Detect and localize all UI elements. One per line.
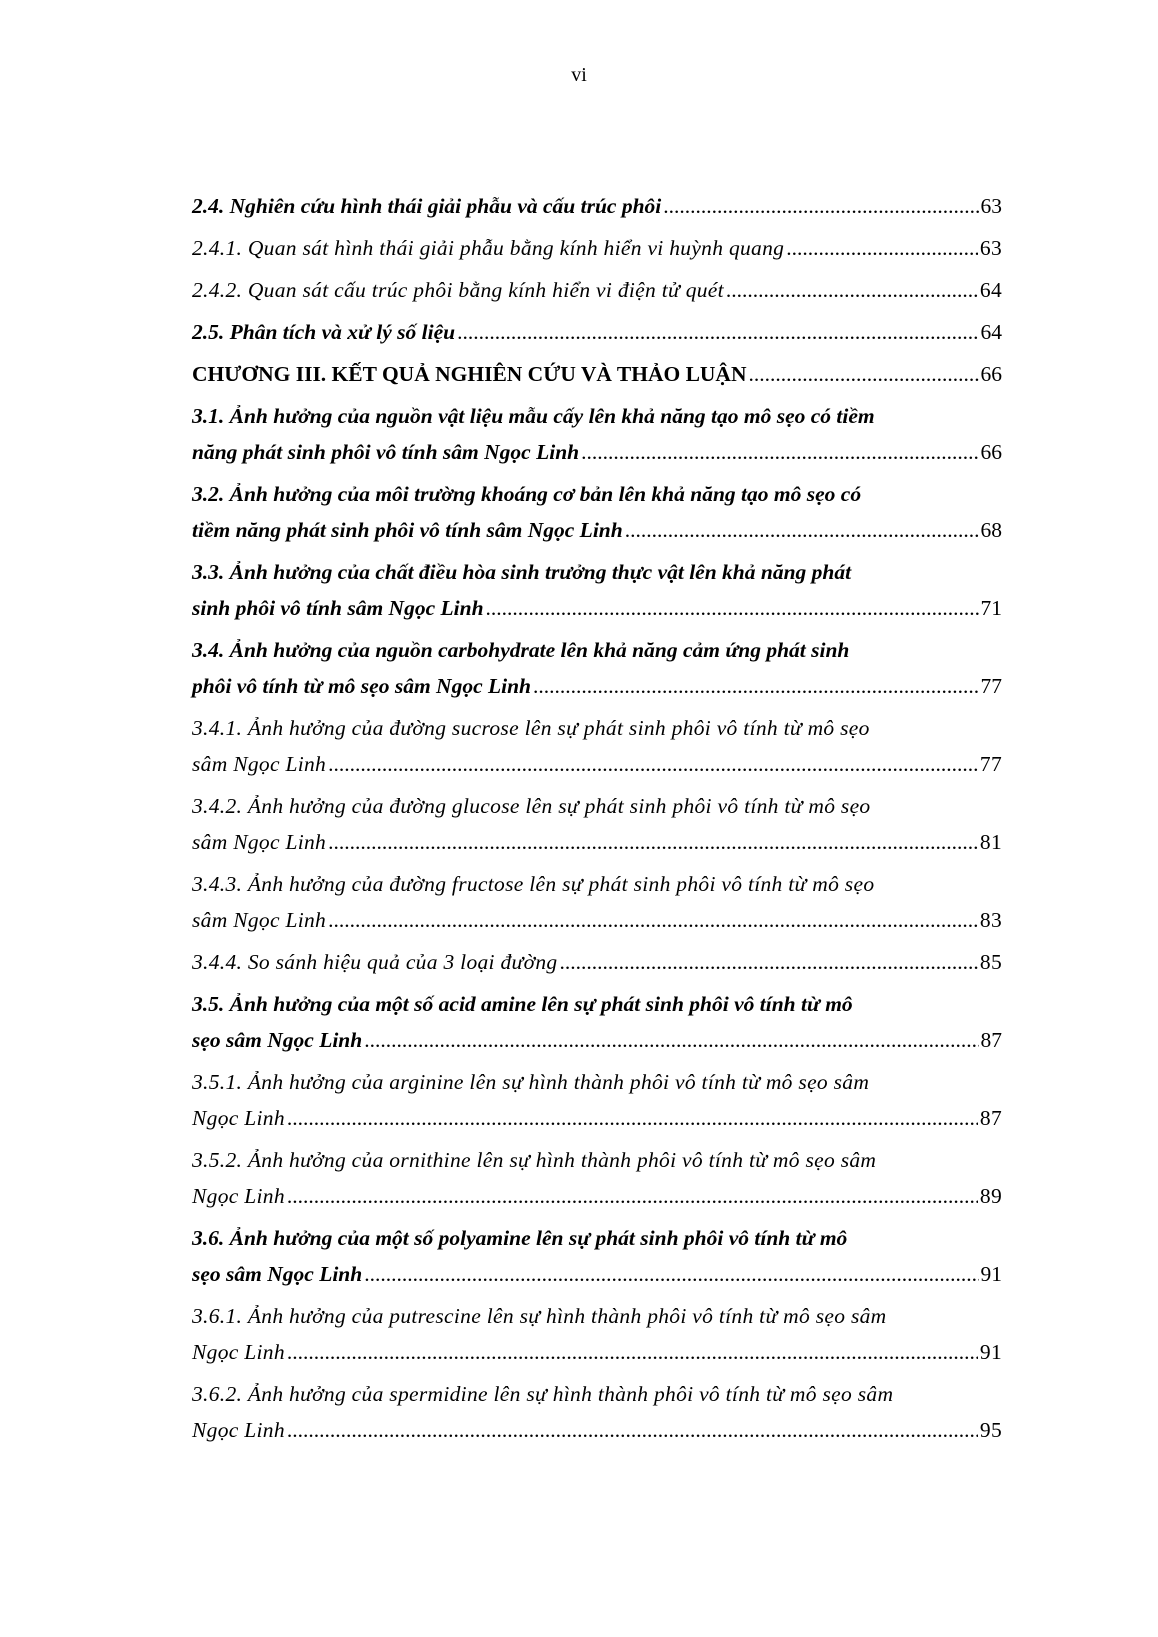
dot-leader (287, 1178, 978, 1214)
toc-entry-2-4[interactable] (192, 188, 1002, 224)
toc-entry-title-line-1: 3.3. Ảnh hưởng của chất điều hòa sinh trưởng thực vật lên khả năng phát (192, 560, 852, 584)
toc-entry-title-line-2: tiềm năng phát sinh phôi vô tính sâm Ngọc Linh (192, 518, 623, 542)
dot-leader (328, 824, 978, 860)
toc-entry-title-line-1: 3.4.2. Ảnh hưởng của đường glucose lên sự phát sinh phôi vô tính từ mô sẹo (192, 794, 871, 818)
toc-entry-title-line-2: Ngọc Linh (192, 1106, 285, 1130)
toc-entry-title-line-1: 3.6.2. Ảnh hưởng của spermidine lên sự hình thành phôi vô tính từ mô sẹo sâm (192, 1382, 894, 1406)
dot-leader (533, 668, 978, 704)
toc-entry-title-line-2: sinh phôi vô tính sâm Ngọc Linh (192, 596, 484, 620)
toc-entry-3-4-4[interactable] (192, 944, 1002, 980)
toc-page-number: 64 (980, 320, 1002, 344)
toc-entry-3-5-2[interactable] (192, 1142, 1002, 1214)
toc-entry-chapter-3[interactable] (192, 356, 1002, 392)
dot-leader (457, 314, 978, 350)
toc-page-number: 81 (979, 830, 1002, 854)
toc-page-number: 87 (979, 1106, 1002, 1130)
dot-leader (625, 512, 979, 548)
toc-entry-3-4-3[interactable] (192, 866, 1002, 938)
dot-leader (749, 356, 979, 392)
dot-leader (364, 1022, 978, 1058)
toc-entry-2-4-1[interactable] (192, 230, 1002, 266)
dot-leader (328, 746, 978, 782)
toc-page-number: 71 (980, 596, 1002, 620)
toc-entry-title-line-1: 3.5.1. Ảnh hưởng của arginine lên sự hình thành phôi vô tính từ mô sẹo sâm (192, 1070, 870, 1094)
dot-leader (786, 230, 978, 266)
toc-entry-title-line-1: 3.6. Ảnh hưởng của một số polyamine lên sự phát sinh phôi vô tính từ mô (192, 1226, 848, 1250)
toc-page-number: 85 (979, 950, 1002, 974)
toc-entry-3-6[interactable] (192, 1220, 1002, 1292)
toc-entry-3-5-1[interactable] (192, 1064, 1002, 1136)
toc-page-number: 68 (980, 518, 1002, 542)
toc-page-number: 91 (979, 1340, 1002, 1364)
toc-entry-title-line-1: 3.1. Ảnh hưởng của nguồn vật liệu mẫu cấy lên khả năng tạo mô sẹo có tiềm (192, 404, 875, 428)
toc-entry-title-line-1: 3.2. Ảnh hưởng của môi trường khoáng cơ bản lên khả năng tạo mô sẹo có (192, 482, 862, 506)
toc-entry-2-4-2[interactable] (192, 272, 1002, 308)
toc-entry-title-line-1: 3.6.1. Ảnh hưởng của putrescine lên sự hình thành phôi vô tính từ mô sẹo sâm (192, 1304, 887, 1328)
dot-leader (559, 944, 977, 980)
dot-leader (726, 272, 978, 308)
toc-entry-2-5[interactable] (192, 314, 1002, 350)
toc-entry-title-line-1: 3.4.3. Ảnh hưởng của đường fructose lên sự phát sinh phôi vô tính từ mô sẹo (192, 872, 875, 896)
toc-page-number: 83 (979, 908, 1002, 932)
toc-entry-title-line-1: 3.5.2. Ảnh hưởng của ornithine lên sự hình thành phôi vô tính từ mô sẹo sâm (192, 1148, 877, 1172)
toc-entry-3-3[interactable] (192, 554, 1002, 626)
toc-entry-title-line-2: sẹo sâm Ngọc Linh (192, 1028, 363, 1052)
toc-page-number: 77 (979, 752, 1002, 776)
toc-entry-title-line-2: Ngọc Linh (192, 1418, 285, 1442)
toc-page-number: 63 (980, 194, 1002, 218)
toc-entry-title-line-2: Ngọc Linh (192, 1340, 285, 1364)
toc-entry-title-line-2: phôi vô tính từ mô sẹo sâm Ngọc Linh (192, 674, 532, 698)
toc-entry-3-4[interactable] (192, 632, 1002, 704)
toc-entry-title: 2.5. Phân tích và xử lý số liệu (192, 320, 456, 344)
toc-page-number: 66 (980, 362, 1002, 386)
page-number: vi (571, 64, 587, 86)
toc-entry-title: 3.4.4. So sánh hiệu quả của 3 loại đường (192, 950, 558, 974)
toc-entry-3-4-2[interactable] (192, 788, 1002, 860)
toc-entry-title-line-2: sâm Ngọc Linh (192, 752, 327, 776)
toc-page-number: 77 (980, 674, 1002, 698)
dot-leader (663, 188, 978, 224)
toc-page-number: 95 (979, 1418, 1002, 1442)
toc-entry-title-line-2: năng phát sinh phôi vô tính sâm Ngọc Linh (192, 440, 580, 464)
toc-entry-title: 2.4. Nghiên cứu hình thái giải phẫu và cấu trúc phôi (192, 194, 662, 218)
toc-page-number: 91 (980, 1262, 1002, 1286)
toc-entry-title-line-2: sẹo sâm Ngọc Linh (192, 1262, 363, 1286)
dot-leader (328, 902, 978, 938)
toc-entry-title: CHƯƠNG III. KẾT QUẢ NGHIÊN CỨU VÀ THẢO LUẬN (192, 362, 747, 386)
dot-leader (486, 590, 979, 626)
toc-entry-title: 2.4.1. Quan sát hình thái giải phẫu bằng kính hiển vi huỳnh quang (192, 236, 785, 260)
toc-entry-3-2[interactable] (192, 476, 1002, 548)
toc-page-number: 87 (980, 1028, 1002, 1052)
dot-leader (287, 1412, 978, 1448)
toc-entry-title-line-1: 3.4.1. Ảnh hưởng của đường sucrose lên sự phát sinh phôi vô tính từ mô sẹo (192, 716, 870, 740)
table-of-contents (192, 188, 1002, 1454)
toc-page-number: 63 (979, 236, 1002, 260)
toc-entry-title-line-2: sâm Ngọc Linh (192, 830, 327, 854)
dot-leader (364, 1256, 978, 1292)
toc-entry-title: 2.4.2. Quan sát cấu trúc phôi bằng kính hiển vi điện tử quét (192, 278, 724, 302)
toc-page-number: 89 (979, 1184, 1002, 1208)
toc-entry-3-6-2[interactable] (192, 1376, 1002, 1448)
toc-page-number: 66 (980, 440, 1002, 464)
toc-entry-title-line-1: 3.5. Ảnh hưởng của một số acid amine lên sự phát sinh phôi vô tính từ mô (192, 992, 853, 1016)
toc-entry-title-line-1: 3.4. Ảnh hưởng của nguồn carbohydrate lên khả năng cảm ứng phát sinh (192, 638, 850, 662)
toc-entry-title-line-2: sâm Ngọc Linh (192, 908, 327, 932)
dot-leader (581, 434, 978, 470)
toc-page-number: 64 (979, 278, 1002, 302)
toc-entry-title-line-2: Ngọc Linh (192, 1184, 285, 1208)
dot-leader (287, 1100, 978, 1136)
toc-entry-3-4-1[interactable] (192, 710, 1002, 782)
toc-entry-3-6-1[interactable] (192, 1298, 1002, 1370)
toc-entry-3-1[interactable] (192, 398, 1002, 470)
dot-leader (287, 1334, 978, 1370)
toc-entry-3-5[interactable] (192, 986, 1002, 1058)
